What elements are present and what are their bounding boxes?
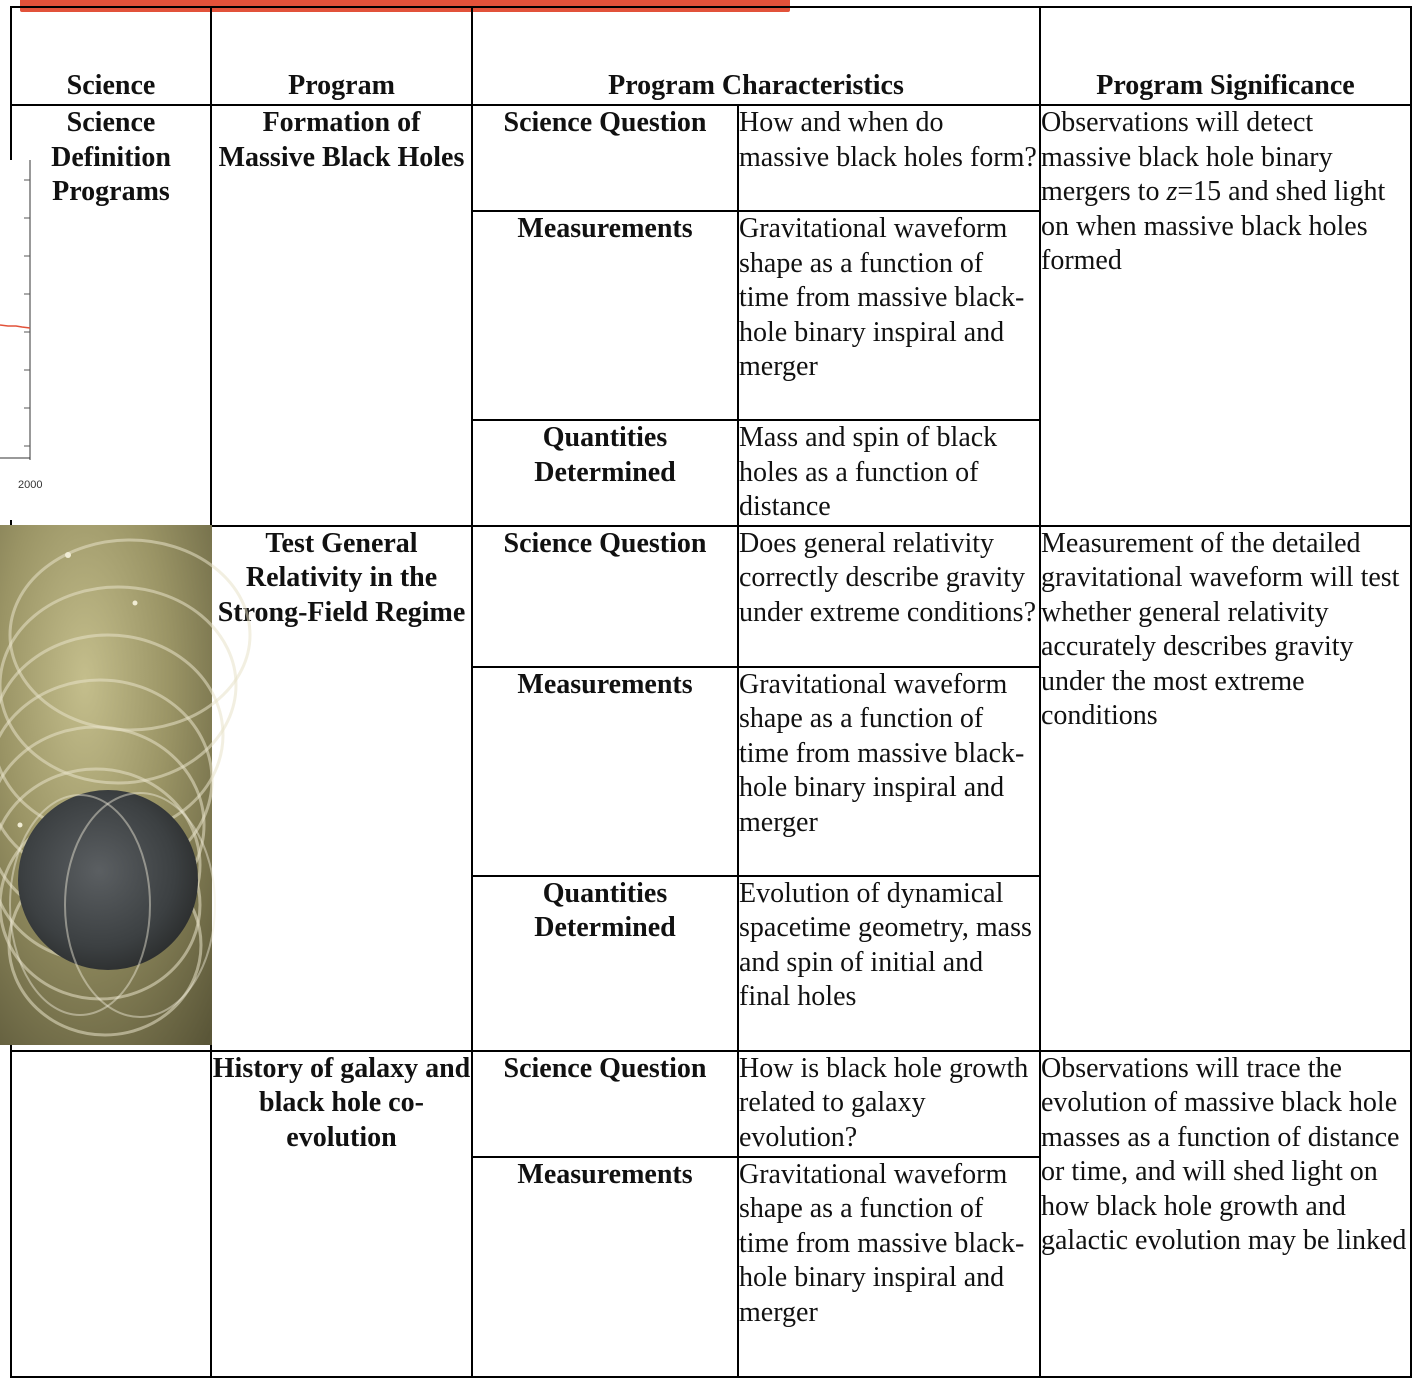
characteristic-text: Gravitational waveform shape as a function of time from massive black-hole binary inspiral and merger [738,667,1040,876]
characteristic-label: Measurements [472,1157,738,1377]
characteristic-label: Measurements [472,667,738,876]
program-name-cell [211,526,472,1051]
header-row [11,7,1411,105]
science-empty-cell [11,1051,211,1377]
characteristic-text: How and when do massive black holes form? [738,105,1040,211]
program-name-cell [211,1051,472,1377]
program-name-cell [211,105,472,526]
program-significance: Measurement of the detailed gravitational waveform will test whether general relativity accurately describes gravity under the most extreme conditions [1040,526,1411,1051]
characteristic-text: Mass and spin of black holes as a function of distance [738,420,1040,526]
black-hole-core [18,790,198,970]
table-row [11,105,1411,211]
characteristic-text: How is black hole growth related to galaxy evolution? [738,1051,1040,1157]
characteristic-text: Gravitational waveform shape as a function of time from massive black-hole binary inspiral and merger [738,1157,1040,1377]
characteristic-label: Science Question [472,1051,738,1157]
chart-fragment [0,160,43,520]
chart-series-line [0,325,30,328]
header-significance: Program Significance [1040,7,1411,105]
header-characteristics: Program Characteristics [472,7,1040,105]
header-program: Program [211,7,472,105]
black-hole-illustration [0,525,212,1045]
science-group-label: Science Definition Programs [51,107,171,207]
characteristic-text: Does general relativity correctly describe gravity under extreme conditions? [738,526,1040,667]
characteristic-text: Gravitational waveform shape as a function of time from massive black-hole binary inspiral and merger [738,211,1040,420]
table-row [11,526,1411,667]
characteristic-label: Quantities Determined [472,420,738,526]
science-programs-table [10,6,1412,1378]
characteristic-text: Evolution of dynamical spacetime geometry, mass and spin of initial and final holes [738,876,1040,1051]
characteristic-label: Science Question [472,105,738,211]
header-science: Science [11,7,211,105]
characteristic-label: Measurements [472,211,738,420]
chart-ticks [0,180,30,458]
program-significance: Observations will trace the evolution of massive black hole masses as a function of distance or time, and will shed light on how black hole growth and galactic evolution may be linked [1040,1051,1411,1377]
program-name: Formation of Massive Black Holes [218,107,465,173]
program-name: Test General Relativity in the Strong-Field Regime [217,527,466,628]
chart-tick-label: 2000 [18,479,43,491]
characteristic-label: Science Question [472,526,738,667]
characteristic-label: Quantities Determined [472,876,738,1051]
chart-fragment-svg [0,160,43,520]
black-hole-image [0,525,212,1045]
table-row [11,1051,1411,1157]
program-significance: Observations will detect massive black hole binary mergers to z=15 and shed light on when massive black holes formed [1040,105,1411,526]
science-group-cell [11,105,211,526]
program-name: History of galaxy and black hole co-evolution [212,1052,471,1153]
